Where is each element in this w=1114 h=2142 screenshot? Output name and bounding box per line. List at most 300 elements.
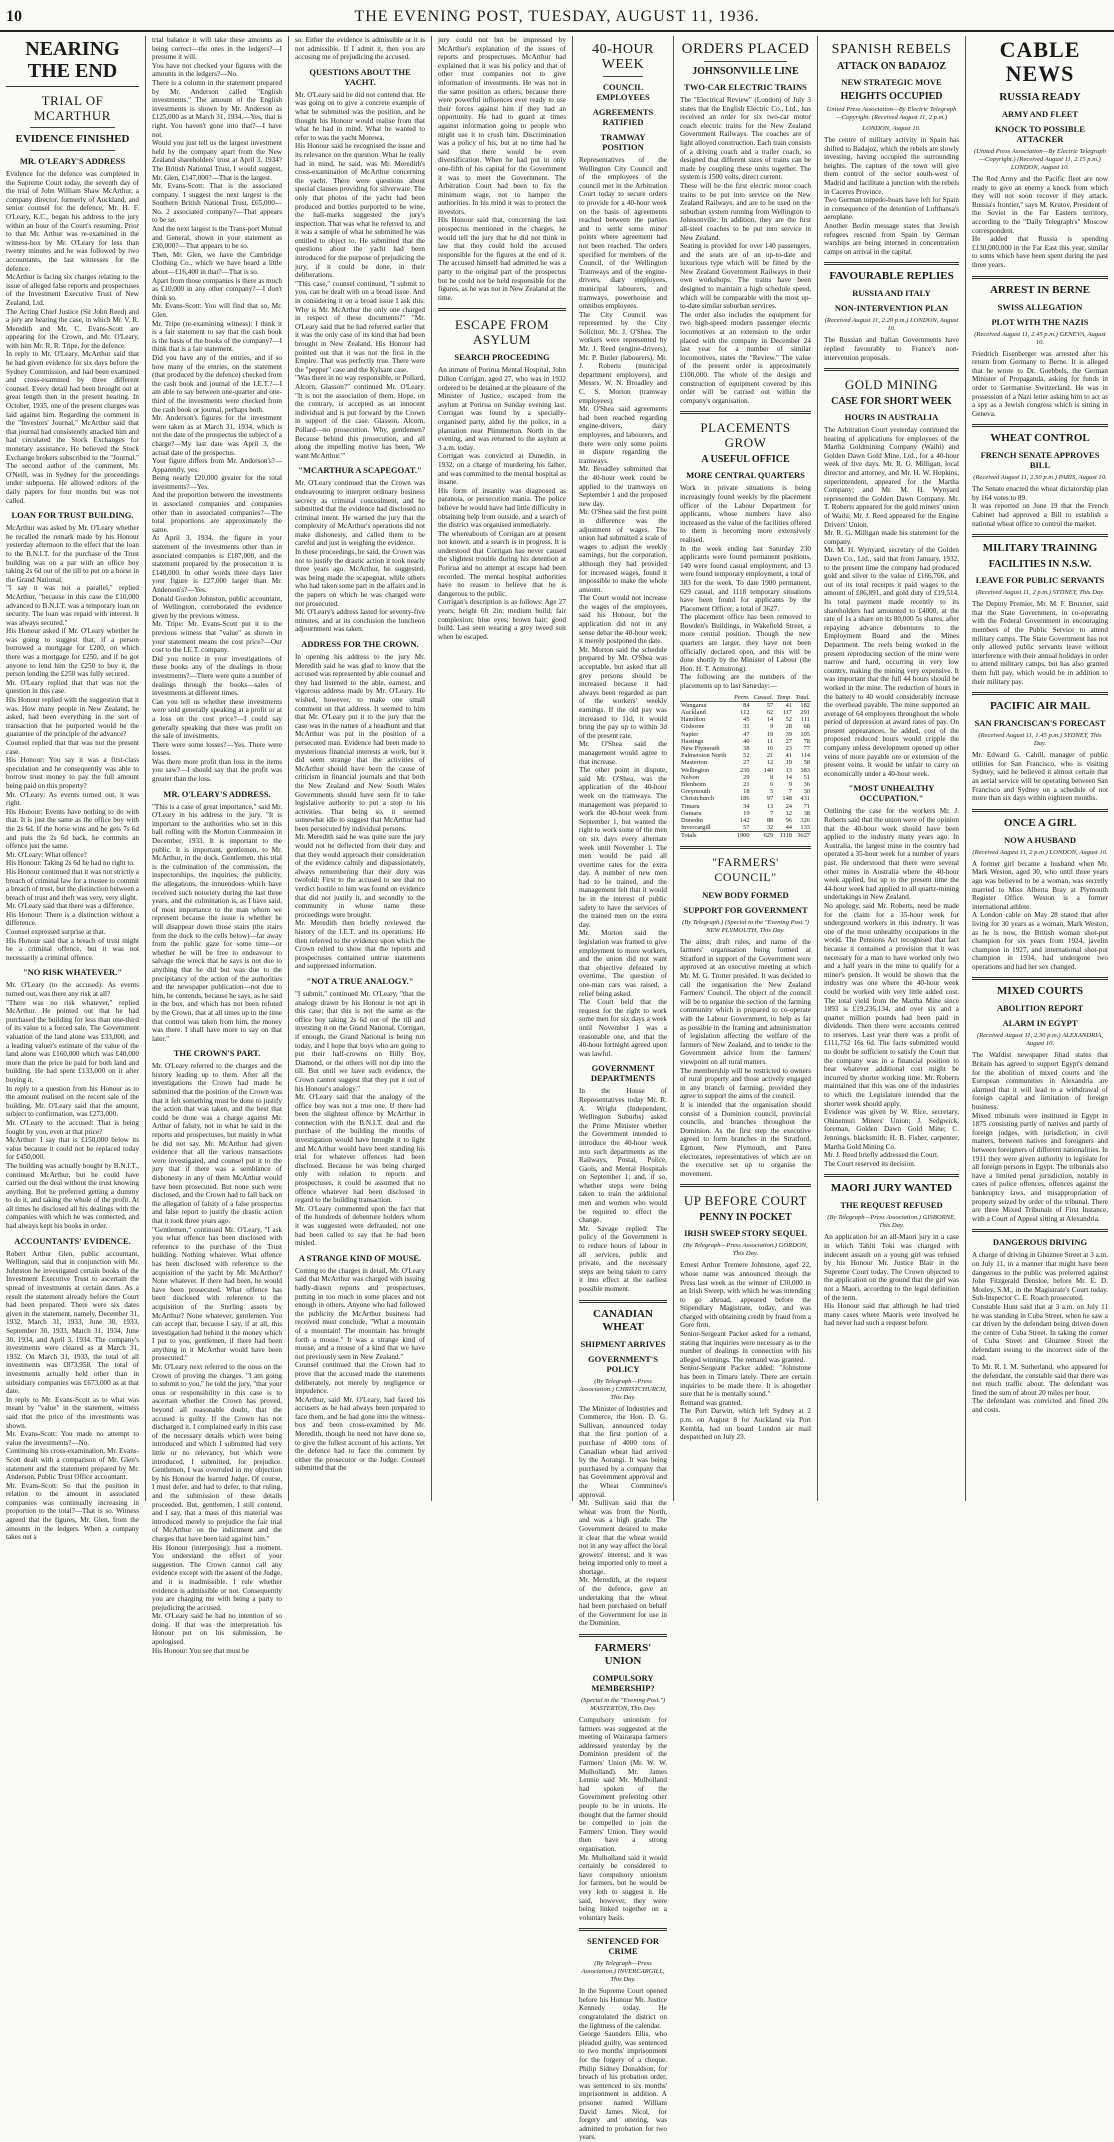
table-cell: 41 bbox=[785, 752, 792, 760]
headline-placements-grow: PLACEMENTS GROW bbox=[700, 420, 791, 451]
table-cell: 57 bbox=[743, 824, 750, 832]
paragraph: Mr. O'Leary said that the analogy of the office boy was not a true one. If there had been the slightest offence by McArthur in connection with the B.N.I.T. deal and the purchase of the building the months of investigation would have brought it to light and McArthur would have been standing his trial for whatever offences had been disclosed. Because he was being charged only with relation to reports and prospectuses, it could be assumed that no offence whatever had been disclosed in regard to the building transaction. bbox=[295, 1093, 425, 1205]
table-cell: 6 bbox=[770, 781, 774, 789]
table-cell: 78 bbox=[803, 737, 810, 745]
paragraph: It is intended that the organisation should consist of a Dominion council, provincial councils, and branches throughout the Dominion. As the first step the executive agreed to form branches in the Stratford, Egmont, New Plymouth, and Patea electorates, representatives of which are on the executive set up to organise the movement. bbox=[680, 1100, 811, 1178]
subhead: TRAMWAY POSITION bbox=[600, 132, 646, 152]
table-cell: 14 bbox=[766, 716, 774, 724]
paragraph: Mr. Anderson's figures for the investment were taken as at March 31, 1934, which is not the date of the prospectus the subject of a charge?—My last date was April 3, the actual date of the prospectus. bbox=[152, 414, 282, 457]
table-row bbox=[680, 709, 811, 716]
table-cell: 629 bbox=[751, 832, 775, 840]
paragraph: It was reported on June 19 that the French Cabinet had approved a Bill to establish a national wheat office to control the market. bbox=[972, 502, 1108, 528]
crosshead-government-departments: GOVERNMENT DEPARTMENTS bbox=[590, 1063, 656, 1084]
paragraph: The Red Army and the Pacific fleet are now ready to give an enemy a knock from which they will not soon recover if they attack. Russia's frontier," says M. Krutov, President of the Soviet in the Far Eastern territory, according to the "Daily Telegraph's" Moscow correspondent. bbox=[972, 175, 1108, 235]
table-cell: 9 bbox=[770, 723, 774, 731]
dateline: (Received August 11, 2 p.m.) LONDON, August 10. bbox=[972, 848, 1108, 856]
paragraph: Mr. O'Leary: As events turned out, it was right. bbox=[6, 790, 139, 808]
table-row bbox=[680, 824, 811, 832]
table-cell: 36 bbox=[803, 781, 810, 789]
paragraph: Mr. Evans-Scott: That is the associated company. I suggest the next largest is the Southern British National Trust, £65,000—No. 2 associated company?—That appears to be so. bbox=[152, 182, 282, 225]
subhead: CASE FOR SHORT WEEK bbox=[831, 396, 952, 408]
subhead: SWISS ALLEGATION bbox=[997, 301, 1083, 312]
table-cell: 111 bbox=[800, 716, 810, 724]
table-cell: 52 bbox=[785, 716, 792, 724]
paragraph: so. Either the evidence is admissible or it is not admissible. If I admit it, then you are accusing me of prejudicing the accused. bbox=[295, 36, 425, 62]
paragraph: No apology, said Mr. Roberts, need be made for the claim for a 35-hour week for underground workers in this industry. It was one of the most unhealthy occupations in the world. The Pensions Act recognised that fact because it contained a provision that it was necessary for a man to have worked only two and a half years in the mine to qualify for a miner's pension. It would be shown that the industry was one where the 40-hour week could be worked with very little added cost. The total yield from the Martha Mine since 1893 is £19,236,134, and over six and a quarter million pounds had been paid in dividends. Then there were accounts centred to reserves. Last year there was a profit of £111,752 16s 6d. The facts submitted would no doubt be sufficient to satisfy the Court that the company was in a financial position to bear whatever additional cost might be incurred by shorter working time. Mr. Roberts maintained that this was one of the industries to which the Legislature intended that the shorter week should apply. bbox=[824, 901, 959, 1108]
headline-once-a-girl: ONCE A GIRL bbox=[1003, 816, 1077, 829]
table-cell: 45 bbox=[743, 716, 750, 724]
subhead: JOHNSONVILLE LINE bbox=[692, 66, 799, 77]
paragraph: Counsel expressed surprise at that. bbox=[6, 928, 106, 937]
paragraph: Work in private situations is being increasingly found weekly by the placement officer of the Labour Department for applicants, whose numbers have also increased as the value of the facilities offered to them is becoming more extensively realised. bbox=[680, 484, 811, 544]
paragraph: The building was actually bought by B.N.I.T., continued McArthur, but he could have carried out the deal without the trust knowing anything. But he preferred getting a dummy to do it, and taking the whole of the profit. At all times he disclosed all his dealings with the companies with which he was connected, and had always kept his books in order. bbox=[6, 1161, 139, 1231]
table-row bbox=[680, 817, 811, 824]
column-5 bbox=[573, 36, 673, 2142]
table-cell: 29 bbox=[743, 773, 750, 781]
table-cell: 47 bbox=[743, 730, 750, 738]
table-cell: 182 bbox=[800, 701, 810, 709]
paragraph: The "Electrical Review" (London) of July 3 states that the English Electric Co., Ltd., has received an order for six two-car motor coach electric trains for the New Zealand Government Railways. The coaches are of light alloyed construction. Each train consists of a driving coach and a trailer coach, so designed that different sizes of trains can be made by coupling these units together. The system is 1500 volts, direct current. bbox=[680, 96, 811, 182]
dateline: LONDON, August 10. bbox=[862, 125, 921, 132]
paragraph: Mr. Savage replied: The policy of the Government is to reduce hours of labour in all services, public and private, and the necessary steps are being taken to carry it into effect at the earliest possible moment. bbox=[579, 1224, 667, 1293]
paragraph: McArthur: I say that is £150,000 below its value because it could not be replaced today for £450,000. bbox=[6, 1136, 139, 1162]
table-cell: Totals bbox=[680, 832, 732, 840]
table-cell: 23 bbox=[785, 745, 792, 753]
paragraph: "Was there in no way responsible, or Pollard, Alcorn, Glasson?" continued Mr. O'Leary. "It is not the association of them. Hope, on the contrary, is accepted as an innocent individual and is put forward by the Crown in support of the case. Glasson, Alcorn, Pollard—no prosecution. Why, gentlemen? Because behind this prosecution, and all along the impelling motive has been, 'We want McArthur.'" bbox=[295, 374, 425, 460]
headline-pacific-air-mail: PACIFIC AIR MAIL bbox=[989, 700, 1091, 713]
subhead-evidence-finished: EVIDENCE FINISHED bbox=[15, 133, 130, 145]
headline-up-before-court: UP BEFORE COURT bbox=[683, 1193, 808, 1209]
paragraph: The membership will be restricted to owners of rural property and those actively engaged in any branch of farming, provided they agree to support the aims of the council. bbox=[680, 1066, 811, 1101]
paragraph: Was there more profit than loss in the items you saw?—I should say that the profit was greater than the loss. bbox=[152, 757, 282, 784]
table-cell: 97 bbox=[766, 795, 774, 803]
paragraph: To Mr. R. I. M. Sutherland, who appeared for the defendant, the constable said that there was not much traffic about. The defendant was fined the sum of about 20 miles per hour. bbox=[972, 1363, 1108, 1397]
subhead: HEIGHTS OCCUPIED bbox=[840, 91, 943, 102]
paragraph: His Honour (interposing): Just a moment. You understand the effect of your suggestion. The Crown cannot call any evidence except with the assent of the Judge, and it is inadmissible. I rule whether evidence is admissible or not. Consequently you are charging me with being a party to prejudicing the accused. bbox=[152, 1543, 282, 1612]
subhead: PLOT WITH THE NAZIS bbox=[991, 316, 1089, 327]
table-row bbox=[680, 781, 811, 788]
table-cell: 44 bbox=[785, 824, 792, 832]
table-cell: 38 bbox=[743, 745, 750, 753]
table-row bbox=[680, 788, 811, 795]
paragraph: The order also includes the equipment for two high-speed modern passenger electric locomotives at an extension to the order placed with the company in December 24 last year for a number of similar locomotives, states the "Review." The value of the present order is approximately £100,000. The whole of the design and construction of equipment covered by this order will be carried out within the company's organisation. bbox=[680, 310, 811, 405]
paragraph: Mr. Mulholland said it would certainly be considered to have compulsory unionism for farmers, but he would be very loth to suggest it. He said, however, they were being linked together on a voluntary basis. bbox=[579, 1853, 667, 1922]
column-6 bbox=[674, 36, 817, 1501]
paragraph: Mr. O'Leary replied that that was not the question in this case. bbox=[6, 678, 139, 696]
paragraph: The Senate enacted the wheat dictatorship plan by 164 votes to 89. bbox=[972, 485, 1108, 502]
table-row bbox=[680, 759, 811, 766]
dateline: (Special to the "Evening Post.") MASTERTON, This Day. bbox=[580, 1697, 666, 1713]
paragraph: "This is a case of great importance," said Mr. O'Leary in his address to the jury. "It is important to the authorities who set in this ball rolling with the Morton Commission in December, 1933. It is important to the public. It is important, gentlemen, to Mr. McArthur, in the dock. Gentlemen, this trial is the culmination of the commission, the inspectorships, the inquiries, the publicity, the allegations, the innuendoes which have received such notoriety during the last three years, and the culmination is, as I have said, of most importance to the man whom we represent because the issue is whether he will disappear down those stairs (the stairs from the dock to the cells below)—far away from the public gaze for some time—or whether he will be free to endeavour to salvage the wreck that he says is not due to anything that he did but was due to the precipitancy of the action of the authorities and the newspaper publication—not due to him, he contends, because he says, as he said in the box, and which has not been refuted by the Crown, that at all times up to the time that control was taken from him, the money was there. I shall have more to say on that later." bbox=[152, 802, 282, 1043]
paragraph: Mr. Edward G. Cahill, manager of public utilities for San Francisco, who is visiting Sydney, said he believed it almost certain that an aerial service will be operating between San Francisco and Sydney on a schedule of not more than six days within eighteen months. bbox=[972, 751, 1108, 803]
table-row bbox=[680, 810, 811, 817]
paragraph: Compulsory unionism for farmers was suggested at the meeting of Wairarapa farmers addressed yesterday by the Dominion president of the Farmers' Union (Mr. W. W. Mulholland). Mr. James Lennie said Mr. Mulholland had spoken of the Government preferring other people to be in unions. He thought that the farmer should be compelled to join the Farmers' Union. They would then have a strong organisation. bbox=[579, 1716, 667, 1853]
paragraph: Mr. O'Leary commented upon the fact that of the hundreds of debenture holders whom it was suggested were defrauded, not one had been called to say that he had been misled. bbox=[295, 1204, 425, 1248]
table-row bbox=[680, 803, 811, 810]
paragraph: His Honour said that, concerning the last prospectus mentioned in the charges, he would tell the jury that he did not think in law that they could hold the accused responsible for the figures at the end of it. The accused himself had admitted he was a party to the original part of the prospectus but he could not be held responsible for the figures, as he was not in New Zealand at the time. bbox=[438, 216, 566, 302]
paragraph: Mr. O'Leary (to the accused): As events turned out, was there any risk at all? bbox=[6, 981, 139, 999]
paragraph: Constable Hunt said that at 3 a.m. on July 11 he was standing in Cuba Street, when he saw a car driven by the defendant being driven down the centre of Cuba Street. In taking the corner of Cuba Street and Ghuznee Street the defendant swung to the incorrect side of the road. bbox=[972, 1302, 1108, 1363]
paragraph: Continuing his cross-examination, Mr. Evans-Scott dealt with a comparison of Mr. Glen's statement and the statement prepared by Mr. Anderson, Public Trust Office accountant. bbox=[6, 1447, 139, 1482]
paragraph: Mr. O'Leary: What offence? bbox=[6, 850, 87, 859]
paragraph: Ernest Arthur Tremere Johnstone, aged 22, whose name was announced through the Press last week as the winner of £30,000 in an Irish Sweep, with which he was intending to go abroad, appeared before the Stipendiary Magistrate, today, and was charged with obtaining credit by fraud from a Gore firm. bbox=[680, 1261, 811, 1330]
paragraph: In the Supreme Court opened before his Honour Mr. Justice Kennedy today. He congratulated the district on the lightness of the calendar. bbox=[579, 1987, 667, 2030]
paragraph: Mr. O'Leary's address lasted for seventy-five minutes, and at its conclusion the luncheon adjournment was taken. bbox=[295, 608, 425, 634]
paragraph: Representatives of the Wellington City Council and of the employees of the council met in the Arbitration Court today to secure orders to provide for a 40-hour week on the basis of agreements reached between the parties and to settle some minor points where agreement had not been reached. The orders specified for members of the Council, of the Wellington Tramways and of the engine-drivers, diary employees, municipal labourers, and tramways, powerhouse and omnibus employees. bbox=[579, 156, 667, 311]
subhead: A USEFUL OFFICE bbox=[701, 454, 790, 466]
subhead: ARMY AND FLEET bbox=[1001, 109, 1079, 119]
table-cell: 58 bbox=[803, 759, 810, 767]
subhead: AGREEMENTS RATIFIED bbox=[592, 107, 654, 127]
table-header-cell: Temp. bbox=[774, 694, 793, 702]
paragraph: Your figure differs from Mr. Anderson's?—Apparently, yes. bbox=[152, 457, 282, 474]
paragraph: Then, Mr. Glen, we have the Cambridge Clothing Co., which we have heard a little about—£16,400 in that?—That is so. bbox=[152, 250, 282, 277]
dateline: (By Telegraph—Press Association.) GISBORNE, This Day. bbox=[827, 1214, 956, 1230]
table-cell: 148 bbox=[782, 795, 792, 803]
paragraph: His Honour: You say it was a first-class speculation and he consequently was able to borrow trust money to pay the full amount being paid on this property? bbox=[6, 756, 139, 790]
column-8 bbox=[966, 36, 1114, 1501]
headline-dangerous-driving: DANGEROUS DRIVING bbox=[992, 1237, 1088, 1248]
headline-gold-mining: GOLD MINING bbox=[844, 377, 939, 393]
table-cell: Wanganui bbox=[681, 701, 707, 709]
paragraph: In reply to a question from his Honour as to the amount realised on the recent sale of the building, Mr. O'Leary said that the amount, subject to confirmation, was £273,000. bbox=[6, 1084, 139, 1119]
subhead: NEW BODY FORMED bbox=[702, 889, 789, 900]
table-cell: 39 bbox=[785, 730, 792, 738]
paragraph: In these proceedings, he said, the Crown was not to justify the drastic action it took nearly three years ago. McArthur, he suggested, was being made the scapegoat, while others who had taken some part in the affairs and in the papers on which he was charged were not prosecuted. bbox=[295, 548, 425, 608]
table-cell: Hastings bbox=[681, 737, 704, 745]
table-cell: 7 bbox=[770, 809, 774, 817]
headline-mixed-courts: MIXED COURTS bbox=[996, 985, 1084, 998]
subhead: SAN FRANCISCAN'S FORECAST bbox=[974, 718, 1106, 729]
crosshead-no-risk: "NO RISK WHATEVER." bbox=[22, 967, 123, 978]
paragraph: Mr. O'Leary said he had no intention of so doing. If that was the interpretation his Honour put on his submission, he apologised. bbox=[152, 1612, 282, 1647]
paragraph: Evidence was given by W. Rice, secretary, Ohinemuri Miners' Union; J. Sedgwick, foreman, Golden Dawn Gold Mine; C. Jennings, blacksmith; H. B. Fisher, carpenter, Martha Gold Mining Co. bbox=[824, 1108, 959, 1151]
dateline: (Received August 11, 2.20 p.m.) LONDON, August 10. bbox=[824, 317, 959, 333]
column-2 bbox=[146, 36, 288, 1655]
table-cell: Greymouth bbox=[681, 788, 711, 796]
paragraph: The Deputy Premier, Mr. M. F. Bruxner, said that the State Government, in co-operating with the Federal Government in encouraging members of the Public Service to attend military camps. The State Government has not only allowed public servants leave without interference with their annual holidays in order to attend military camps, but has also granted them full pay, which would be in addition to their military pay. bbox=[972, 600, 1108, 686]
paragraph: His Honour continued that it was not strictly a breach of criminal law for a trustee to commit a breach of trust, but the distinction between a breach of trust and theft was very, very slight. bbox=[6, 867, 139, 902]
paragraph: His Honour said that a breach of trust might be a criminal offence, but it was not necessarily a criminal offence. bbox=[6, 936, 139, 962]
paragraph: Seating is provided for over 140 passengers, and the seats are of an up-to-date and luxurious type which will be fitted by the New Zealand Government Railways in their own workshops. The trains have been designed to maintain a high schedule speed, which will be comparable with the most up-to-date similar suburban services. bbox=[680, 242, 811, 311]
table-row bbox=[680, 774, 811, 781]
headline-spanish-rebels: SPANISH REBELS bbox=[831, 42, 952, 57]
table-cell: 31 bbox=[743, 723, 750, 731]
paragraph: The Arbitration Court yesterday continued the hearing of applications for employees of the Martha Goldmining Company (Waihi) and Golden Dawn Gold Mine, Ltd., for a 40-hour week of five days. Mr. R. G. Milligan, local director and attorney, and Mr. H. W. Hopkins, superintendent, appeared for the Martha Company; and Mr. M. H. Wynyard represented the Golden Dawn Company. Mr. T. Roberts appeared for the gold miners' union of Waihi; Mr. J. Reed appeared for the Engine Drivers' Union. bbox=[824, 426, 959, 529]
table-cell: Hamilton bbox=[681, 716, 706, 724]
paragraph: Mr. O'Leary said he did not contend that. He was going on to give a concrete example of what he submitted was the position, and he thought his Honour would realise from that what he had in mind. What he wanted to refer to was the yacht Morewa. bbox=[295, 90, 425, 142]
dateline: (Received August 11, 2.45 p.m.) GENEVA, August 10. bbox=[974, 330, 1106, 346]
subhead-search: SEARCH PROCEEDING bbox=[454, 352, 550, 363]
subhead: SHIPMENT ARRIVES bbox=[580, 1338, 666, 1349]
paragraph: An application for an all-Maori jury in a case in which Tahiti Toki was charged with indecent assault on a young girl was refused by his Honour Mr. Justice Blair in the Supreme Court today. The Crown objected to the application on the ground that the girl was not a Maori, according to the legal definition of the term. bbox=[824, 1233, 959, 1302]
paragraph: His Honour asked if Mr. O'Leary whether he was going to suggest that, if a person borrowed a mortgage for £200, on which there was a mortgage for £250, and if he got anyone to lend him the £250 to buy it, the person lending the £250 was fully secured. bbox=[6, 627, 139, 679]
paragraph: In opening his address to the jury Mr. Meredith said he was glad to know that the accused was represented by able counsel and they had listened to the able, earnest, and vigorous address made by Mr. O'Leary. He wished, however, to make one small comment on that address. It seemed to him that Mr. O'Leary put it to the jury that the case was in the nature of a headhunt and that McArthur was put in the position of a persecuted man. Evidence had been made to mysterious financial interests at work, but it did seem strange that the activities of McArthur should have been the cause of criticism in financial journals and that both the New Zealand and New South Wales Governments should have seen fit to take legislative authority to put a stop to his activities. That being so, it seemed somewhat idle to suggest that McArthur had been persecuted by individual persons. bbox=[295, 653, 425, 833]
paragraph: The City Council was represented by the City Solicitor, Mr. J. O'Shea. The workers were represented by Mr. J. Reed (engine-drivers), Mr. P. Butler (labourers), Mr. J. Roberts (municipal department employees), and Messrs. W. N. Broadley and C. S. Morton (tramway employees). bbox=[579, 310, 667, 405]
paragraph: jury could not but be impressed by McArthur's explanation of the issues of reports and prospectuses. McArthur had explained that it was his policy and that of other trust companies not to give information of investments. He was not in the same position as others, because there were powerful influences ever ready to use their forces against him if they had an opportunity. He had to guard at times against information going to people who might use it to crush him. Discrimination was a policy of his, but at no time had he said that there would be even diversification. When he had put in only one-fifth of his capital for the Government it was to meet the Government. The Arbitration Court had been to fix the minimum wage, not to hamper the authorities. In his mind it was to protect the investors. bbox=[438, 36, 566, 216]
table-cell: 96 bbox=[785, 817, 792, 825]
dateline: (Received August 11, 2 p.m.) SYDNEY, This Day. bbox=[975, 589, 1105, 597]
paragraph: Corrigan's description is as follows: Age 27 years; height 6ft 2in; medium build; fair complexion; blue eyes; brown hair; good build. Last seen wearing a grey tweed suit when he escaped. bbox=[438, 598, 566, 641]
paragraph: Mr. J. Reed briefly addressed the Court. bbox=[824, 1151, 939, 1160]
subhead: LEAVE FOR PUBLIC SERVANTS bbox=[975, 575, 1105, 586]
table-cell: Oamaru bbox=[681, 809, 702, 817]
paragraph: Mr. R. G. Milligan made his statement for the company. bbox=[824, 529, 959, 546]
table-cell: 140 bbox=[763, 766, 774, 774]
paragraph: "Gentlemen," continued Mr. O'Leary, "I ask you what offence has been disclosed with reference to the purchase of the Trust building. Nothing whatever. What offence has been disclosed with reference to the acquisition of the yacht by Mr. McArthur? None whatever. If there had been, he would have been prosecuted. What offence has been disclosed with reference to the acquisition of the Sterling assets by McArthur? None whatever, gentlemen. You can accept that, because I say, if at all, this investigation had behind it the money which I put to you, gentlemen, if there had been anything in it McArthur would have been prosecuted." bbox=[152, 1225, 282, 1363]
paragraph: Mr. O'Shea said the first point in difference was the adjustment of wages. The union had submitted a scale of wages to adjust the weekly earnings, but the corporation, although they had provided for increased wages, found it impossible to make the whole amount. bbox=[579, 508, 667, 594]
table-cell: 291 bbox=[800, 709, 810, 717]
paragraph: The aims, draft rules, and name of the farmers' organisation being formed at Stratford in support of the Government were approved at an executive meeting at which Mr. M. G. Trotter presided. It was decided to call the organisation the New Zealand Farmers' Council. The object of the council will be to organise the section of the farming community which is prepared to co-operate with the Labour Government, to help as far as possible in the framing and administration of legislation affecting the welfare of the farmers of New Zealand, and to tender to the Government advice from the farmers' viewpoint on all rural matters. bbox=[680, 937, 811, 1066]
table-cell: Invercargill bbox=[681, 824, 711, 832]
paragraph: His Honour: Events have nothing to do with that. It is just the same as the office boy with the 2s 6d. If the horse wins and he gets 7s 6d and puts the 2s 6d back, he commits an offence just the same. bbox=[6, 807, 139, 851]
table-row bbox=[680, 745, 811, 752]
subhead: THE REQUEST REFUSED bbox=[840, 1200, 943, 1211]
table-cell: 52 bbox=[743, 752, 750, 760]
paragraph: And the next largest is the Trans-port Mutual and General, shown in your statement as £30,000?—That appears to be so. bbox=[152, 225, 282, 251]
paragraph: His Honour: You see that must be bbox=[152, 1646, 249, 1655]
paragraph: The placement office has been removed to Bowden's Buildings, in Wakefield Street, a more central position. Though the new quarters are larger, they have not been officially declared open, and this will be done shortly by the Minister of Labour (the Hon. H. T. Armstrong). bbox=[680, 613, 811, 673]
paragraph: Mr. Evans-Scott: So that the position in relation to the amount in associated companies was continually increasing in proportion to the total?—That is so. Witness agreed that the figures, Mr. Glen, from the amounts in the ledgers. When a company takes out a bbox=[6, 1481, 139, 1542]
dateline: (Received August 11, 2.50 p.m.) PARIS, August 10. bbox=[973, 474, 1107, 482]
paragraph: His Honour: There is a distinction without a difference. bbox=[6, 910, 139, 928]
subhead: FACILITIES IN N.S.W. bbox=[988, 559, 1092, 571]
newspaper-title: THE EVENING POST, TUESDAY, AUGUST 11, 1936. bbox=[354, 8, 760, 25]
table-cell: 12 bbox=[785, 809, 792, 817]
subhead: IRISH SWEEP STORY SEQUEL bbox=[684, 1228, 807, 1239]
paragraph: The Wafdist newspaper Jihad states that Britain has agreed to support Egypt's demand for the abolition of mixed courts and the European communities in Alexandria are alarmed that it will lead to a withdrawal of foreign capital and limitation of foreign business. bbox=[972, 1051, 1108, 1112]
table-row bbox=[680, 701, 811, 709]
table-cell: 105 bbox=[800, 730, 810, 738]
dateline: (By Telegraph—Press Association.) CHRISTCHURCH, This Day. bbox=[579, 1377, 667, 1401]
paragraph: Did you notice in your investigations of these books any of the dealings in those investments?—There were quite a number of dealings through the books—sales of investments at different times. bbox=[152, 654, 282, 698]
headline-nearing-the-end: NEARING THE END bbox=[6, 38, 139, 87]
paragraph: An inmate of Porirua Mental Hospital, John Dillon Corrigan, aged 27, who was in 1932 ordered to be detained at the pleasure of the Minister of Justice, escaped from the asylum at Porirua on Sunday evening last. Corrigan was found by a specially-organised party, aided by the police, in a plantation near Plimmerton. North in the evening, and was returned to the asylum at 3 a.m. today. bbox=[438, 366, 566, 452]
table-cell: 9 bbox=[788, 781, 792, 789]
table-header-cell: Perm. bbox=[732, 694, 751, 702]
dateline: United Press Association—By Electric Telegraph—Copyright. (Received August 11, 2 p.m.) bbox=[826, 106, 957, 121]
column-4 bbox=[432, 36, 572, 1501]
subhead: RUSSIA READY bbox=[999, 91, 1081, 103]
table-cell: 71 bbox=[803, 802, 810, 810]
subhead-oleary-address: MR. O'LEARY'S ADDRESS bbox=[19, 156, 126, 166]
paragraph: Did you have any of the entries, and if so how many of the entries, on the statement (that produced by the defence) checked from the cash book and journal of the I.E.T.?—I am able to say between one-quarter and one-third of the investments were checked from the cash book or journal, perhaps both. bbox=[152, 353, 282, 414]
masthead bbox=[0, 0, 1114, 32]
headline-arrest-berne: ARREST IN BERNE bbox=[989, 283, 1091, 296]
table-cell: 32 bbox=[766, 824, 774, 832]
table-cell: Timaru bbox=[681, 802, 700, 810]
subhead: FRENCH SENATE APPROVES BILL bbox=[980, 450, 1100, 471]
paragraph: McArthur was asked by Mr. O'Leary whether he recalled the remark made by his Honour yesterday afternoon to the effect that the loan to the B.N.I.T. for the purchase of the Trust building was on a par with an office boy taking 2s 6d out of the till to put on a horse in the Grand National. bbox=[6, 524, 139, 584]
headline-wheat-control: WHEAT CONTROL bbox=[990, 432, 1090, 445]
placements-table bbox=[680, 694, 811, 840]
paragraph: In the week ending last Saturday 230 applicants were found permanent positions, 140 were found casual employment, and 13 were found temporary employment, a total of 383 for the week. To date 1900 permanent, 629 casual, and 1118 temporary situations have been found for applicants by the Placement Officer, a total of 3627. bbox=[680, 544, 811, 613]
dateline: (Received August 11, 1.45 p.m.) SYDNEY, This Day. bbox=[978, 732, 1102, 748]
table-cell: 383 bbox=[800, 766, 810, 774]
paragraph: McArthur, said Mr. O'Leary, had faced his accusers as he had always been prepared to face them, and he had gone into the witness-box and been cross-examined by Mr. Meredith, though he need not have done so, to give the fullest account of his actions. Yet the defence had to face the comment by either the prosecutor or the Judge. Counsel submitted that the bbox=[295, 1395, 425, 1473]
crosshead-scapegoat: "MCARTHUR A SCAPEGOAT." bbox=[298, 465, 422, 476]
table-cell: 230 bbox=[739, 766, 750, 774]
headline-farmers-union: FARMERS' UNION bbox=[594, 1642, 652, 1668]
paragraph: In reply to Mr. O'Leary, McArthur said that he had given evidence for six days before the Sydney Commission, and had been examined and cross-examined by three different counsel. Every detail had been brought out at great length then in the present hearing. In October, 1935, one of the present charges was laid against him. Regarding the comment in the "Investors' Journal," McArthur said that that journal had consistently attacked him and had circulated the Stock Exchanges for monetary assistance. He believed the Stock Exchange brokers subscribed to the "Journal." The second author of the comment, Mr. O'Neill, was in Sydney for the proceedings under subpoena. He allowed editors of the daily papers for four months but was not called. bbox=[6, 350, 139, 505]
paragraph: Mr. O'Shea said agreements had been reached regarding engine-drivers, dairy employees, and labourers, and there were only some points in dispute regarding the tramways. bbox=[579, 405, 667, 465]
paragraph: Mr. Evans-Scott: You made no attempt to value the investments?—No. bbox=[6, 1430, 139, 1447]
paragraph: Friedrich Eisenberger was arrested after his return from Germany to Berne. It is alleged that he wrote to Dr. Goebbels, the German Minister of Propaganda, asking for funds in order to Germanise Switzerland. He was in possession of a Nazi letter asking him to act as a spy as a Jewish congress which is sitting in Geneva. bbox=[972, 349, 1108, 418]
table-cell: 8 bbox=[770, 773, 774, 781]
subhead: GOVERNMENT'S POLICY bbox=[588, 1353, 658, 1374]
table-cell: 41 bbox=[785, 701, 792, 709]
table-cell: Christchurch bbox=[681, 795, 715, 803]
table-cell: Gisborne bbox=[681, 723, 705, 731]
crosshead-crown-address: ADDRESS FOR THE CROWN. bbox=[301, 639, 419, 649]
table-cell: 431 bbox=[800, 795, 810, 803]
paragraph: The Court reserved its decision. bbox=[824, 1159, 916, 1168]
crosshead-unhealthy: "MOST UNHEALTHY OCCUPATION." bbox=[848, 783, 935, 804]
paragraph: Mr. O'Leary continued that the Crown was endeavouring to interpret ordinary business secrecy as criminal concealment, and he submitted that the evidence had disclosed no criminal intent. He warned the jury that the complexity of McArthur's operations did not make dishonesty, and called them to be careful and just in weighing the evidence. bbox=[295, 479, 425, 548]
subhead: PENNY IN POCKET bbox=[699, 1212, 792, 1224]
table-cell: 28 bbox=[785, 723, 792, 731]
crosshead-analogy: "NOT A TRUE ANALOGY." bbox=[306, 975, 414, 986]
paragraph: The Minister of Industries and Commerce, the Hon. D. G. Sullivan, announced today that the first portion of a purchase of 4000 tons of Canadian wheat had arrived by the Aorangi. It was being purchased by a company that has Government approval and the Wheat Committee's approval. bbox=[579, 1404, 667, 1499]
paragraph: "There was no risk whatever," replied McArthur. He pointed out that he had purchased the building for less than one-third of its value to a forced sale. The Government valuation of the land alone was £33,000, and a leading valuer's estimate of the value of the land alone was £160,000 which was £40,000 more than the price he paid for both land and building. He had spent £133,000 on it after buying it. bbox=[6, 998, 139, 1084]
paragraph: Corrigan was convicted at Dunedin, in 1932, on a charge of murdering his father, and was committed to the mental hospital as insane. bbox=[438, 452, 566, 487]
crosshead-accountants: ACCOUNTANTS' EVIDENCE. bbox=[14, 1235, 131, 1246]
subhead: ATTACK ON BADAJOZ bbox=[836, 61, 947, 72]
headline-favourable-replies: FAVOURABLE REPLIES bbox=[829, 270, 954, 283]
paragraph: Mr. O'Leary referred to the charges and the history leading up to them. After all the investigations the Crown had made he submitted that the position of the Crown was that it felt something must be done to justify the action that was taken, and the best that could be done was a charge against Mr. Arthur of falsity, not in what he said in the reports and prospectuses, but mainly in what he did not say. Mr. McArthur had given evidence that all the various transactions were investigated, and counsel put it to the jury that if there was a semblance of dishonesty in any of them McArthur would have been prosecuted. But none such were disclosed, and the Crown had to fall back on the allegation of falsity of a false prospectus and false report to justify the drastic action that it took three years ago. bbox=[152, 1062, 282, 1225]
paragraph: He added that Russia is spending £130,000,000 in the Far East this year, similar to sums which have been spent during the past three years. bbox=[972, 235, 1108, 269]
table-cell: 11 bbox=[767, 737, 774, 745]
paragraph: Two German torpedo-boats have left for Spain in consequence of the detention of Lufthansa's aeroplane. bbox=[824, 196, 959, 222]
table-cell: 34 bbox=[743, 802, 750, 810]
subhead: SUPPORT FOR GOVERNMENT bbox=[683, 904, 808, 915]
paragraph: The centre of military activity in Spain has shifted to Badajoz, which the rebels are slowly investing, having occupied the surrounding heights. The capture of the town will give them control of the sector south-west of Madrid and facilitate a junction with the rebels in Caceres Province. bbox=[824, 136, 959, 196]
table-row bbox=[680, 832, 811, 840]
headline-40-hour-week: 40-HOUR WEEK bbox=[592, 42, 654, 72]
table-cell: 14 bbox=[785, 773, 792, 781]
subhead: ALARM IN EGYPT bbox=[1002, 1018, 1078, 1029]
paragraph: Mr. O'Leary to the accused: That is being fought by you, even at that price? bbox=[6, 1118, 139, 1136]
paragraph: Donald Gordon Johnston, public accountant, of Wellington, corroborated the evidence given by the previous witness. bbox=[152, 594, 282, 620]
table-cell: 40 bbox=[743, 737, 750, 745]
table-cell: 326 bbox=[800, 817, 810, 825]
paragraph: Another Berlin message states that Jewish refugees rescued from Spain by German warships are being interned in concentration camps on arrival in the capital. bbox=[824, 221, 959, 256]
subhead: RUSSIA AND ITALY bbox=[852, 288, 931, 299]
paragraph: A London cable on May 28 stated that after living for 30 years as a woman, Mark Weston, as he is now, the British woman shot-put champion for six years from 1924, javelin champion in 1927, and international shot-put champion in 1934, had undergone two operations and had her sex changed. bbox=[972, 911, 1108, 971]
table-cell: New Plymouth bbox=[681, 745, 720, 753]
table-cell: 24 bbox=[785, 802, 792, 810]
table-cell: 18 bbox=[743, 788, 750, 796]
table-cell: Nelson bbox=[681, 773, 700, 781]
paragraph: In reply to Mr. Evans-Scott as to what was meant by "value" in the statement, witness said that the price of the investments was shown. bbox=[6, 1395, 139, 1430]
table-cell: Blenheim bbox=[681, 781, 706, 789]
table-cell: 16 bbox=[766, 745, 774, 753]
table-cell: Napier bbox=[681, 730, 699, 738]
paragraph: McArthur is facing six charges relating to the issue of alleged false reports and prospectuses of the Investment Executive Trust of New Zealand, Ltd. bbox=[6, 273, 139, 307]
column-7 bbox=[818, 36, 965, 1501]
table-row bbox=[680, 716, 811, 723]
table-cell: 51 bbox=[803, 773, 810, 781]
headline-sentenced: SENTENCED FOR CRIME bbox=[586, 1936, 660, 1957]
subhead: KNOCK TO POSSIBLE ATTACKER bbox=[995, 124, 1085, 144]
paragraph: These will be the first electric motor coach trains to be put into service on the New Zealand Railways, and are to be used on the suburban system running from Wellington to Johnsonville. In addition, they are the first all-steel coaches to be put into service in New Zealand. bbox=[680, 181, 811, 242]
table-cell: Auckland bbox=[681, 709, 706, 717]
subhead: COUNCIL EMPLOYEES bbox=[596, 82, 650, 102]
crosshead-crowns-part: THE CROWN'S PART. bbox=[173, 1048, 261, 1059]
paragraph: The defendant was convicted and fined 20s and costs. bbox=[972, 1397, 1108, 1415]
paragraph: Mr. Evans-Scott: You will find that so, Mr. Glen. bbox=[152, 302, 282, 319]
table-row bbox=[680, 767, 811, 774]
subhead: ABOLITION REPORT bbox=[996, 1003, 1084, 1014]
table-cell: 38 bbox=[803, 809, 810, 817]
table-cell: 13 bbox=[785, 766, 792, 774]
paragraph: Robert Arthur Glen, public accountant, Wellington, said that in conjunction with Mr. Johnston he investigated certain books of the Investment Executive Trust to ascertain the spread of investments at certain dates. As a result the statement already before the Court had been prepared. There were six dates given in the statement, namely, December 31, 1932, March 31, 1933, June 30, 1933, September 30, 1933, March 31, 1934, June 30, 1934, and April 3, 1934. The company's investments were cleared as at March 31, 1932. On March 31, 1933, the total of all investments was £873,958. The total of investments actually held other than in subsidiary companies was £673,000 as at that date. bbox=[6, 1249, 139, 1396]
paragraph: His Honour replied with the suggestion that it was. How many people in New Zealand, he asked, had been everything in the sort of transaction that he purported would be the guarantee of the principle of the advance? bbox=[6, 696, 139, 739]
table-cell: 77 bbox=[803, 745, 810, 753]
paragraph: Coming to the charges in detail, Mr. O'Leary said that McArthur was charged with issuing badly-drawn reports and prospectuses, putting in too much in some places and not enough in others. Anyone who had followed the publicity the McArthur business had received must conclude, "What a mountain of a mountain! The mountain has brought forth a mouse." It was a strange kind of mouse, and a mouse of a kind that we have not previously seen in New Zealand." bbox=[295, 1266, 425, 1361]
table-cell: Dunedin bbox=[681, 817, 704, 825]
paragraph: Mr. O'Leary next referred to the onus on the Crown of proving the charges. "I am going to submit to you," he told the jury, "that your onus or responsibility in this case is to ascertain whether the Crown has proved, beyond all reasonable doubt, that the accused is guilty. If the Crown has not discharged it, I complained early in this case of the necessary details which were being introduced and which I submitted had very little or no relevancy, but which were introduced, I submitted, for prejudice. Gentlemen, I was overruled in my objection by his Honour the learned Judge. Of course, I must defer, and had to defer, to that ruling, and the submission of these details proceeded. But, gentlemen, I still contend, and I say, that a mass of this material was introduced merely to prejudice the fair trial of McArthur on the indictment and the charges that have been laid against him." bbox=[152, 1363, 282, 1543]
table-cell: 19 bbox=[743, 809, 750, 817]
dateline: (By Telegraph—Press Association.) GORDON, This Day. bbox=[683, 1242, 808, 1258]
table-cell: 112 bbox=[740, 709, 750, 717]
page-number: 10 bbox=[6, 8, 22, 25]
paragraph: The Court held that the request for the right to work some men for six days a week until November 1 was a reasonable one, and that the 40-hour fortnight agreed upon was lawful. bbox=[579, 998, 667, 1058]
table-cell: 3627 bbox=[793, 832, 811, 840]
headline-escape-asylum: ESCAPE FROM ASYLUM bbox=[455, 317, 549, 348]
paragraph: The Russian and Italian Governments have replied favourably to France's non-intervention proposals. bbox=[824, 336, 959, 362]
paragraph: Senior-Sergeant Packer asked for a remand, stating that inquiries were necessary as to the number of dealings in connection with his alleged winnings. The remand was granted. bbox=[680, 1330, 811, 1364]
dateline: (Received August 11, 2.30 p.m.) ALEXANDRIA, August 10. bbox=[977, 1032, 1103, 1048]
table-cell: 7 bbox=[788, 788, 792, 796]
paragraph: Mr. O'Shea said the management would agree to that increase. bbox=[579, 740, 667, 766]
table-cell: 142 bbox=[739, 817, 750, 825]
paragraph: Mr. Morton said the schedule prepared by Mr. O'Shea was acceptable, but asked that all grey persons should be increased because it had always been regarded as part of the workers' weekly earnings. If the old pay was increased to 11d, it would bring the pay up to within 3d of the present rate. bbox=[579, 645, 667, 740]
paragraph: His Honour: Taking 2s 6d he had no right to. bbox=[6, 859, 135, 868]
crosshead-yacht: QUESTIONS ABOUT THE YACHT. bbox=[309, 66, 411, 87]
column-1 bbox=[0, 36, 145, 1542]
table-cell: 19 bbox=[766, 730, 774, 738]
paragraph: At April 3, 1934, the figure in your statement of the investments other than in associated companies is £187,000, and the statement prepared by the prosecution it is £140,000. In other words three days later your figure is £27,000 larger than Mr. Anderson's?—Yes. bbox=[152, 534, 282, 594]
table-cell: 68 bbox=[803, 723, 810, 731]
table-row bbox=[680, 738, 811, 745]
subhead: TWO-CAR ELECTRIC TRAINS bbox=[684, 82, 807, 92]
table-cell: 19 bbox=[785, 759, 792, 767]
table-cell: 13 bbox=[766, 802, 774, 810]
table-cell: Palmerston North bbox=[681, 752, 727, 760]
table-cell: 114 bbox=[800, 752, 810, 760]
crosshead-oleary-address: MR. O'LEARY'S ADDRESS. bbox=[163, 788, 271, 799]
table-cell: 27 bbox=[743, 759, 750, 767]
paragraph: Mr. Meredith said he was quite sure the jury would not be deflected from their duty and that they would approach their consideration of the evidence calmly and dispassionately, always remembering that their duty was twofold: First to the accused to see that no verdict hostile to him was found on evidence that did not justify it, and secondly to the community in whose name these proceedings were brought. bbox=[295, 833, 425, 919]
headline-farmers-council: "FARMERS' COUNCIL" bbox=[712, 854, 779, 884]
table-cell: Wellington bbox=[681, 766, 710, 774]
table-cell: 117 bbox=[782, 709, 792, 717]
paragraph: A charge of driving in Ghuznee Street at 3 a.m. on July 11, in a manner that might have been dangerous to the public was preferred against John Fitzgerald Densloe, before Mr. E. D. Mosley, S.M., in the Magistrate's Court today. Sub-Inspector C. E. Roach prosecuted. bbox=[972, 1251, 1108, 1303]
crosshead-mouse: A STRANGE KIND OF MOUSE. bbox=[298, 1252, 422, 1263]
paragraph: Mr. Tripe (re-examining witness): I think it is a fair statement to say that the cash book is the basis of the books of the company?—I think that is a fair statement. bbox=[152, 319, 282, 354]
paragraph: Mr. O'Leary said that there was a difference. bbox=[6, 902, 134, 911]
paragraph: In the House of Representatives today Mr. R. A. Wright (Independent, Wellington Suburbs) asked the Prime Minister whether the Government intended to introduce the 40-hour week into such departments as the Railways, Postal, Police, Gaols, and Mental Hospitals on September 1; and, if so, whether steps were being taken to train the additional men and women who would be required to effect the change. bbox=[579, 1087, 667, 1225]
table-row bbox=[680, 731, 811, 738]
paragraph: Mr. Broadley submitted that the 40-hour week could be applied to the tramways on September 1 and the proposed new day. bbox=[579, 465, 667, 508]
subhead: HOURS IN AUSTRALIA bbox=[844, 412, 939, 423]
paragraph: Being nearly £20,000 greater for the total investments?—Yes. bbox=[152, 474, 282, 491]
table-cell: 1118 bbox=[774, 832, 793, 840]
table-cell: 84 bbox=[743, 701, 750, 709]
paragraph: "This case," counsel continued, "I submit to you, can be dealt with on a broad issue. And in considering it on a broad issue I ask this: Why is Mr. McArthur the only one charged in respect of these documents?" "Mr. O'Leary said that he had referred earlier that it was the only case of its kind that had been brought in New Zealand. His Honour had pointed out that it was not the first in the Empire. That was perfectly true. There were the "pepper" case and the Kylsant case. bbox=[295, 279, 425, 374]
subhead: NON-INTERVENTION PLAN bbox=[834, 303, 949, 314]
